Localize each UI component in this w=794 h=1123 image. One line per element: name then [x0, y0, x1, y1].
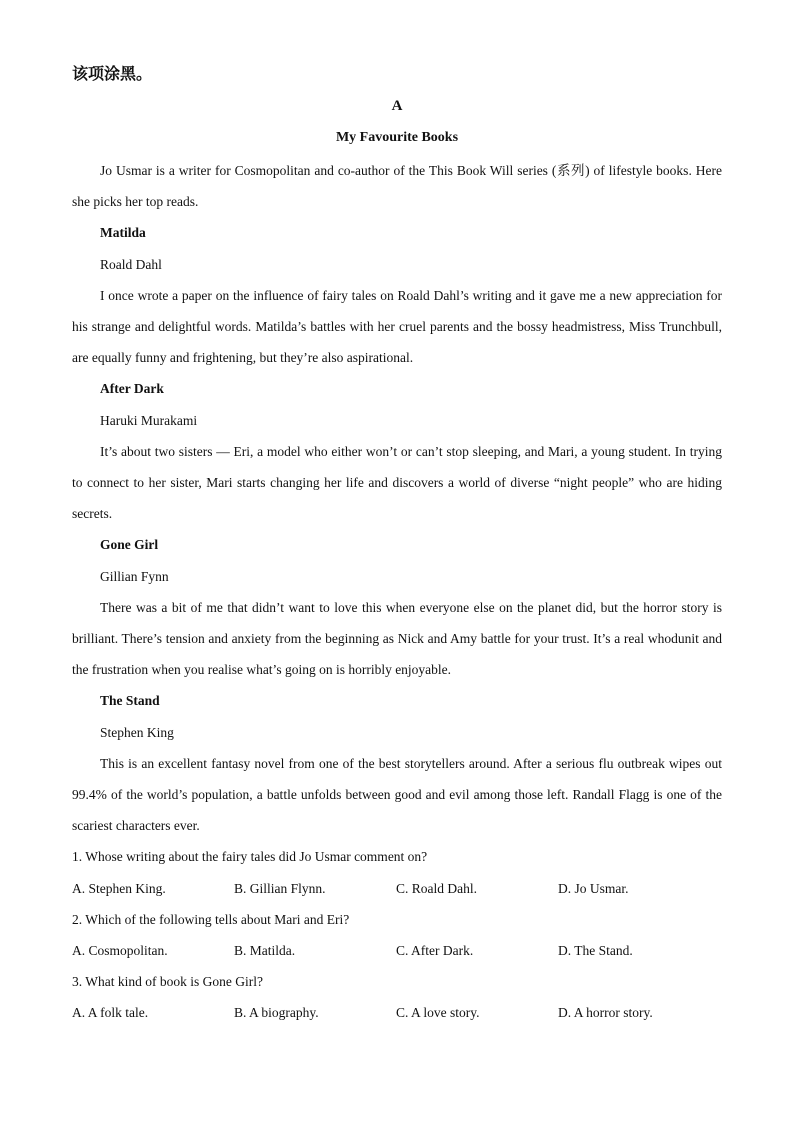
- book-title: Matilda: [100, 225, 146, 241]
- option-c[interactable]: C. A love story.: [396, 1005, 480, 1021]
- option-c[interactable]: C. After Dark.: [396, 943, 474, 959]
- book-author: Roald Dahl: [100, 256, 162, 272]
- book-review: There was a bit of me that didn’t want to love this when everyone else on the planet did, but the horror story is brilliant. There’s tension and anxiety from the beginning as Nick and Amy battle for your trust. It’s a real whodunit and the frustration when you realise what’s going on is horribly enjoyable.: [72, 599, 722, 678]
- answer-options: [72, 873, 722, 904]
- book-author: Stephen King: [100, 724, 174, 740]
- question-text: 3. What kind of book is Gone Girl?: [72, 974, 263, 990]
- question-text: 1. Whose writing about the fairy tales did Jo Usmar comment on?: [72, 849, 428, 865]
- option-a[interactable]: A. Stephen King.: [72, 880, 166, 896]
- header-note: 该项涂黑。: [72, 64, 153, 83]
- section-letter: A: [391, 98, 403, 114]
- book-review: This is an excellent fantasy novel from one of the best storytellers around. After a serious flu outbreak wipes out 99.4% of the world’s population, a battle unfolds between good and evil among those left. Randall Flagg is one of the scariest characters ever.: [72, 755, 722, 834]
- option-a[interactable]: A. Cosmopolitan.: [72, 943, 168, 959]
- option-d[interactable]: D. Jo Usmar.: [558, 880, 629, 896]
- answer-options: [72, 997, 722, 1028]
- option-d[interactable]: D. A horror story.: [558, 1005, 653, 1021]
- question-text: 2. Which of the following tells about Mari and Eri?: [72, 911, 350, 927]
- book-title: Gone Girl: [100, 537, 159, 553]
- option-b[interactable]: B. A biography.: [234, 1005, 319, 1021]
- book-title: After Dark: [100, 381, 164, 397]
- book-author: Gillian Fynn: [100, 568, 169, 584]
- book-review: I once wrote a paper on the influence of fairy tales on Roald Dahl’s writing and it gave me a new appreciation for his strange and delightful words. Matilda’s battles with her cruel parents and the bossy headmistress, Miss Trunchbull, are equally funny and frightening, but they’re also aspirational.: [72, 287, 722, 366]
- option-d[interactable]: D. The Stand.: [558, 943, 633, 959]
- book-title: The Stand: [100, 693, 160, 709]
- option-c[interactable]: C. Roald Dahl.: [396, 880, 477, 896]
- article-title: My Favourite Books: [335, 130, 459, 145]
- option-a[interactable]: A. A folk tale.: [72, 1005, 149, 1021]
- intro-paragraph: Jo Usmar is a writer for Cosmopolitan and co-author of the This Book Will series (系列) of lifestyle books. Here she picks her top reads.: [72, 163, 722, 210]
- book-review: It’s about two sisters — Eri, a model who either won’t or can’t stop sleeping, and Mari, a young student. In trying to connect to her sister, Mari starts changing her life and discovers a world of diverse “night people” who are hiding secrets.: [72, 443, 722, 522]
- book-author: Haruki Murakami: [100, 412, 198, 428]
- option-b[interactable]: B. Gillian Flynn.: [234, 880, 326, 896]
- option-b[interactable]: B. Matilda.: [234, 943, 296, 959]
- article-content: [72, 155, 722, 1029]
- answer-options: [72, 935, 722, 966]
